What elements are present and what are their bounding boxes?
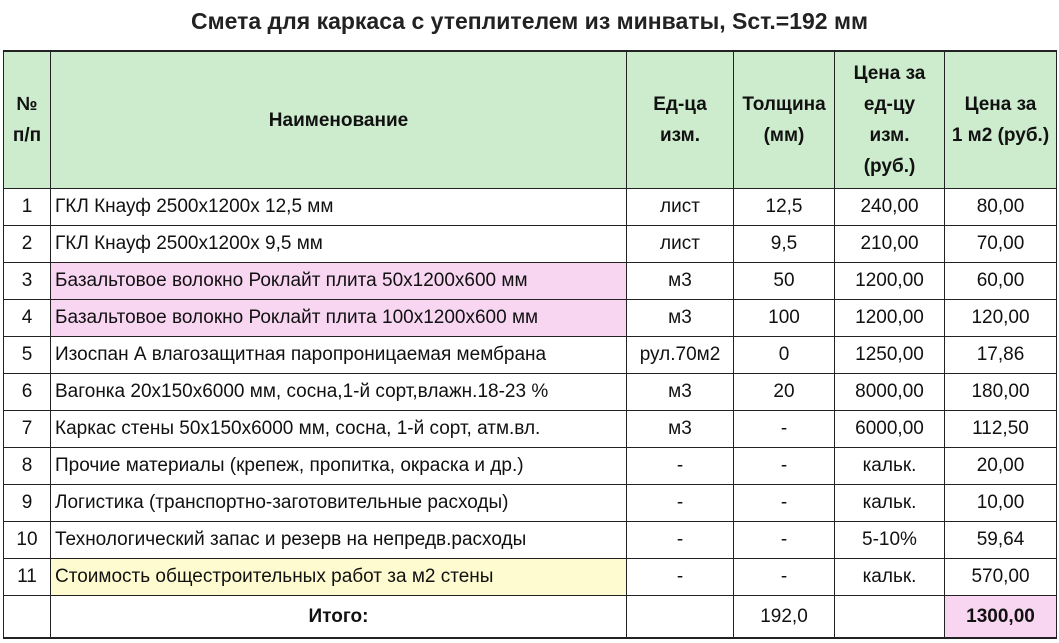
estimate-table: [3, 50, 1057, 639]
cell-name: Вагонка 20х150х6000 мм, сосна,1-й сорт,влажн.18-23 %: [51, 374, 627, 411]
table-row: [4, 448, 1057, 485]
cell-num: 6: [4, 374, 51, 411]
cell-price-m2: 20,00: [945, 448, 1057, 485]
cell-price-m2: 80,00: [945, 189, 1057, 226]
cell-name: Логистика (транспортно-заготовительные расходы): [51, 485, 627, 522]
total-price-m2: 1300,00: [945, 596, 1057, 639]
table-row: [4, 485, 1057, 522]
cell-unit: м3: [627, 263, 734, 300]
table-row: [4, 226, 1057, 263]
cell-price-unit: кальк.: [835, 485, 945, 522]
total-price-unit-cell: [835, 596, 945, 639]
cell-unit: м3: [627, 300, 734, 337]
cell-price-unit: 240,00: [835, 189, 945, 226]
total-label: Итого:: [51, 596, 627, 639]
header-row: [4, 51, 1057, 189]
cell-price-m2: 60,00: [945, 263, 1057, 300]
cell-num: 9: [4, 485, 51, 522]
cell-num: 5: [4, 337, 51, 374]
cell-unit: лист: [627, 226, 734, 263]
cell-num: 3: [4, 263, 51, 300]
cell-thickness: -: [734, 411, 835, 448]
cell-price-unit: 210,00: [835, 226, 945, 263]
cell-thickness: 20: [734, 374, 835, 411]
cell-name: Стоимость общестроительных работ за м2 стены: [51, 559, 627, 596]
cell-price-m2: 112,50: [945, 411, 1057, 448]
page-title: Смета для каркаса с утеплителем из минваты, Sст.=192 мм: [190, 8, 868, 34]
cell-thickness: 100: [734, 300, 835, 337]
cell-price-m2: 59,64: [945, 522, 1057, 559]
cell-name: Базальтовое волокно Роклайт плита 100х1200х600 мм: [51, 300, 627, 337]
table-row: [4, 411, 1057, 448]
cell-price-unit: 1200,00: [835, 263, 945, 300]
header-price-m2: Цена за 1 м2 (руб.): [945, 51, 1057, 189]
cell-num: 7: [4, 411, 51, 448]
cell-unit: м3: [627, 411, 734, 448]
cell-price-m2: 570,00: [945, 559, 1057, 596]
header-unit: Ед-ца изм.: [627, 51, 734, 189]
cell-price-unit: кальк.: [835, 559, 945, 596]
cell-unit: м3: [627, 374, 734, 411]
total-unit-cell: [627, 596, 734, 639]
cell-name: Базальтовое волокно Роклайт плита 50х1200х600 мм: [51, 263, 627, 300]
total-empty-cell: [4, 596, 51, 639]
cell-unit: -: [627, 448, 734, 485]
cell-thickness: 0: [734, 337, 835, 374]
table-row: [4, 263, 1057, 300]
cell-name: Изоспан А влагозащитная паропроницаемая мембрана: [51, 337, 627, 374]
cell-unit: -: [627, 522, 734, 559]
cell-thickness: 9,5: [734, 226, 835, 263]
total-row: [4, 596, 1057, 639]
header-num: № п/п: [4, 51, 51, 189]
cell-num: 1: [4, 189, 51, 226]
cell-price-m2: 120,00: [945, 300, 1057, 337]
cell-name: ГКЛ Кнауф 2500х1200х 12,5 мм: [51, 189, 627, 226]
cell-price-m2: 70,00: [945, 226, 1057, 263]
cell-num: 4: [4, 300, 51, 337]
header-thickness: Толщина (мм): [734, 51, 835, 189]
cell-unit: -: [627, 485, 734, 522]
table-row: [4, 522, 1057, 559]
cell-price-m2: 17,86: [945, 337, 1057, 374]
cell-price-unit: 6000,00: [835, 411, 945, 448]
cell-price-unit: кальк.: [835, 448, 945, 485]
cell-price-m2: 180,00: [945, 374, 1057, 411]
cell-name: Технологический запас и резерв на непредв.расходы: [51, 522, 627, 559]
cell-price-unit: 1250,00: [835, 337, 945, 374]
table-row: [4, 300, 1057, 337]
cell-num: 10: [4, 522, 51, 559]
cell-thickness: -: [734, 448, 835, 485]
cell-price-m2: 10,00: [945, 485, 1057, 522]
cell-num: 8: [4, 448, 51, 485]
cell-thickness: -: [734, 485, 835, 522]
cell-num: 11: [4, 559, 51, 596]
total-thickness: 192,0: [734, 596, 835, 639]
cell-thickness: 12,5: [734, 189, 835, 226]
cell-price-unit: 5-10%: [835, 522, 945, 559]
cell-unit: рул.70м2: [627, 337, 734, 374]
cell-price-unit: 1200,00: [835, 300, 945, 337]
cell-thickness: -: [734, 559, 835, 596]
header-price-unit: Цена за ед-цу изм. (руб.): [835, 51, 945, 189]
table-body: [4, 189, 1057, 596]
cell-thickness: -: [734, 522, 835, 559]
header-name: Наименование: [51, 51, 627, 189]
cell-unit: лист: [627, 189, 734, 226]
table-row: [4, 337, 1057, 374]
cell-thickness: 50: [734, 263, 835, 300]
cell-price-unit: 8000,00: [835, 374, 945, 411]
cell-num: 2: [4, 226, 51, 263]
table-row: [4, 559, 1057, 596]
cell-unit: -: [627, 559, 734, 596]
cell-name: Прочие материалы (крепеж, пропитка, окраска и др.): [51, 448, 627, 485]
cell-name: ГКЛ Кнауф 2500х1200х 9,5 мм: [51, 226, 627, 263]
table-row: [4, 189, 1057, 226]
cell-name: Каркас стены 50х150х6000 мм, сосна, 1-й сорт, атм.вл.: [51, 411, 627, 448]
table-row: [4, 374, 1057, 411]
